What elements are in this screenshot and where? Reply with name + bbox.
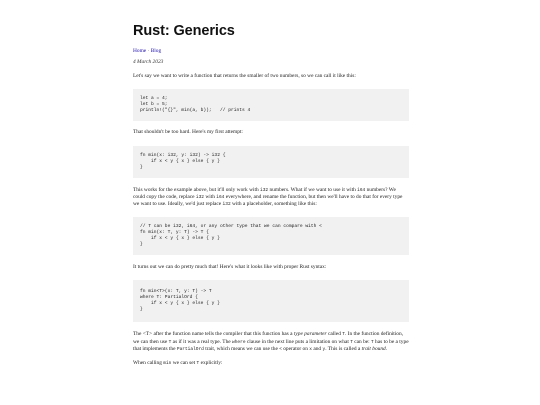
paragraph-first-attempt: That shouldn't be too hard. Here's my first attempt:: [133, 129, 243, 136]
paragraph-intro: Let's say we want to write a function that returns the smaller of two numbers, so we can call it like this:: [133, 73, 356, 80]
emphasis-term: type parameter: [293, 331, 327, 338]
inline-code: i32: [195, 194, 204, 200]
inline-code: T: [350, 339, 353, 345]
home-link[interactable]: Home: [133, 48, 147, 54]
paragraph-explicit-call: When calling min we can set T explicitly:: [133, 360, 223, 367]
inline-code: i64: [357, 187, 366, 193]
inline-code: T: [342, 332, 345, 338]
nav-separator: ·: [147, 48, 150, 54]
inline-code: PartialOrd: [176, 346, 204, 352]
inline-code: where: [232, 339, 246, 345]
inline-code: x: [309, 346, 312, 352]
inline-code: T: [196, 361, 200, 367]
page-title: Rust: Generics: [133, 23, 235, 39]
inline-code: i32: [260, 187, 269, 193]
breadcrumb: [133, 48, 409, 56]
inline-code: T: [168, 339, 172, 345]
paragraph-problem: This works for the example above, but it'll only work with i32 numbers. What if we want to use it with i64 numbers? We could copy the code, replace i32 with i64 everywhere, and rename the function, but then we'll have to do that for every type we want to use. Ideally, we'd just replace i32 with a placeholder, something like this:: [133, 186, 403, 208]
code-block-placeholder: // T can be i32, i64, or any other type that we can compare with < fn min(x: T, y: T) -> T { if x < y { x } else { y } }: [133, 217, 409, 255]
inline-code: <: [279, 346, 282, 352]
inline-code: min: [163, 361, 172, 367]
emphasis-term: trait bound: [361, 345, 386, 352]
inline-code: i64: [216, 194, 225, 200]
inline-code: i32: [222, 202, 231, 208]
code-block-usage: let a = 4; let b = 5; println!("{}", min(a, b)); // prints 4: [133, 89, 409, 121]
code-block-min-i32: fn min(x: i32, y: i32) -> i32 { if x < y { x } else { y } }: [133, 146, 409, 178]
post-date: 4 March 2023: [133, 59, 164, 65]
inline-code: y: [322, 346, 326, 352]
paragraph-proper-syntax: It turns out we can do pretty much that! Here's what it looks like with proper Rust syntax:: [133, 264, 327, 271]
inline-code: T: [371, 339, 374, 345]
blog-link[interactable]: Blog: [150, 48, 162, 54]
paragraph-explanation: The <T> after the function name tells the compiler that this function has a type parameter called T. In the function definition, we can then use T as if it was a real type. The where clause in the next line puts a limitation on what T can be: T has to be a type that implements the PartialOrd trait, which means we can use the < operator on x and y. This is called a trait bound.: [133, 331, 409, 352]
code-block-generic-min: fn min<T>(x: T, y: T) -> T where T: PartialOrd { if x < y { x } else { y } }: [133, 280, 409, 322]
article: [133, 0, 409, 367]
